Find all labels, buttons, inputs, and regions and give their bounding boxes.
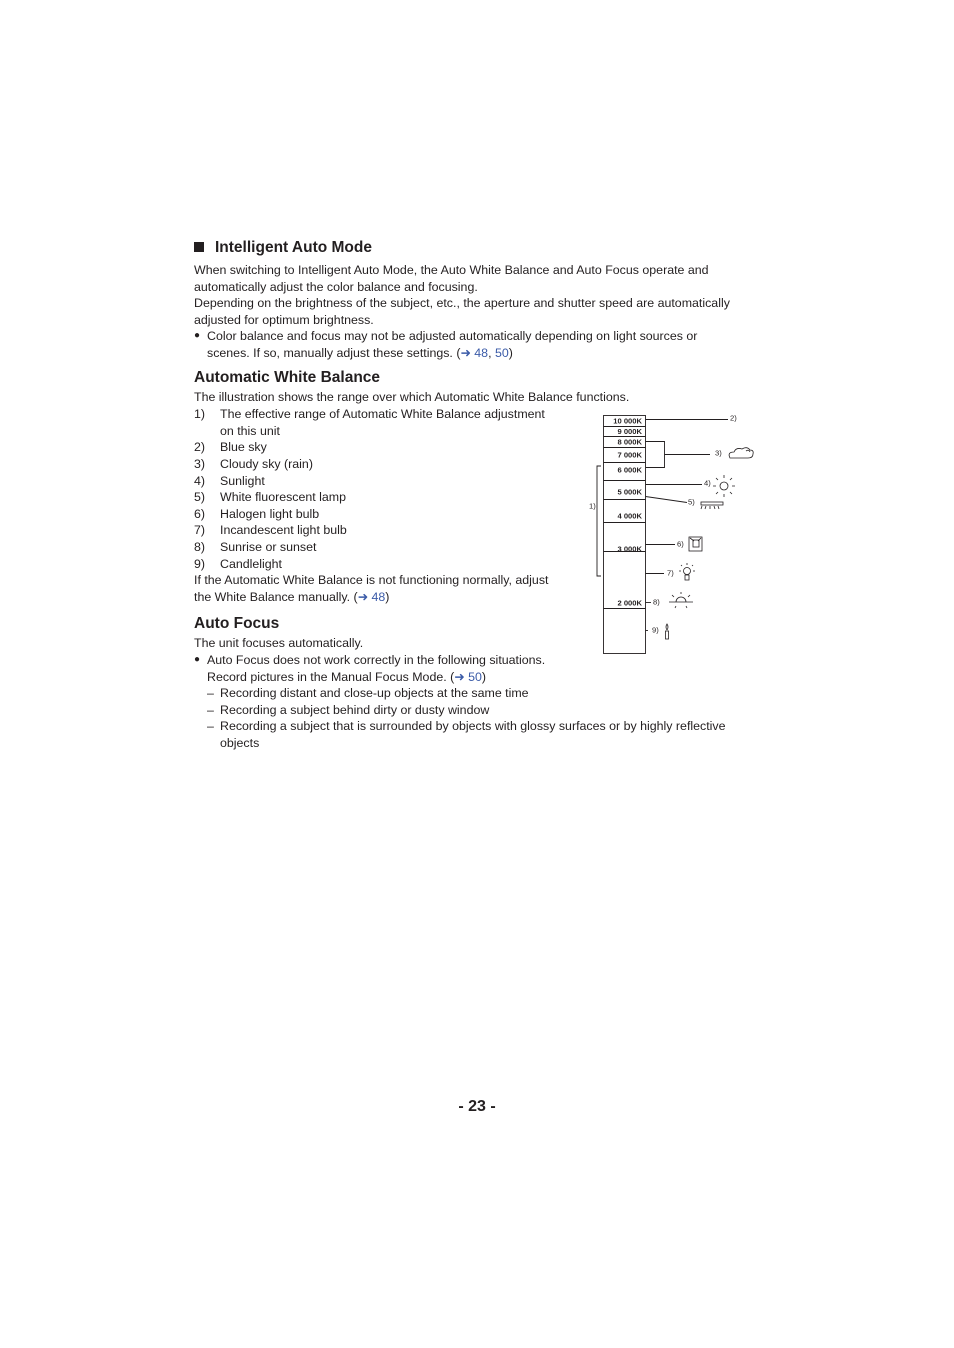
callout-label: 4) [704,478,711,488]
page-link-48[interactable]: ➜ 48 [460,345,489,360]
list-item: 1) The effective range of Automatic White Balance adjustment on this unit [194,407,545,438]
scale-label: 3 000K [617,544,642,554]
bullet-color-balance: ● Color balance and focus may not be adjusted automatically depending on light sources or scenes. If so, manually adjust these settings. (➜ 48, 50) [194,329,698,360]
callout-label: 6) [677,539,684,549]
callout-label: 9) [652,625,659,635]
list-item: – Recording a subject that is surrounded by objects with glossy surfaces or by highly reflective objects [207,719,726,750]
fluorescent-lamp-icon [701,502,723,509]
scale-label: 10 000K [613,416,642,426]
list-item: 9) Candlelight [194,557,282,571]
sunset-icon [669,592,693,608]
heading-intelligent-auto-mode: Intelligent Auto Mode [194,239,372,257]
list-item: 2) Blue sky [194,440,267,454]
page-link-50[interactable]: ➜ 50 [454,669,482,684]
af-intro: The unit focuses automatically. [194,636,364,650]
incandescent-bulb-icon [679,563,695,580]
scale-label: 7 000K [617,450,642,460]
list-item: 7) Incandescent light bulb [194,523,347,537]
scale-label: 6 000K [617,465,642,475]
scale-label: 5 000K [617,487,642,497]
list-item: 5) White fluorescent lamp [194,490,347,504]
scale-label: 8 000K [617,437,642,447]
list-item: 4) Sunlight [194,474,265,488]
list-item: – Recording a subject behind dirty or dusty window [207,703,490,717]
list-item: 8) Sunrise or sunset [194,540,317,554]
page-number: - 23 - [458,1098,496,1115]
sun-icon [713,475,735,497]
awb-intro: The illustration shows the range over which Automatic White Balance functions. [194,390,630,404]
callout-label: 1) [589,501,596,511]
white-balance-diagram [578,408,768,660]
cloud-icon [729,448,753,458]
awb-note: If the Automatic White Balance is not functioning normally, adjust the White Balance manually. (➜ 48) [194,573,549,604]
list-item: 6) Halogen light bulb [194,507,320,521]
callout-label: 8) [653,597,660,607]
heading-automatic-white-balance: Automatic White Balance [194,369,381,386]
list-item: – Recording distant and close-up objects at the same time [207,686,529,700]
bullet-auto-focus: ● Auto Focus does not work correctly in the following situations. Record pictures in the Manual Focus Mode. (➜ 50) [194,653,546,684]
list-item: 3) Cloudy sky (rain) [194,457,313,471]
page-link-48[interactable]: ➜ 48 [357,589,386,604]
scale-label: 2 000K [617,598,642,608]
page-link-50[interactable]: 50 [494,345,509,360]
heading-auto-focus: Auto Focus [194,615,280,632]
square-bullet-icon [194,242,204,252]
callout-label: 2) [730,413,737,423]
callout-label: 5) [688,497,695,507]
scale-label: 9 000K [617,427,642,436]
halogen-bulb-icon [689,537,702,551]
range-bracket [597,466,601,576]
scale-label: 4 000K [617,511,642,521]
paragraph-auto-mode: When switching to Intelligent Auto Mode, the Auto White Balance and Auto Focus operate and automatically adjust the color balance and focusing. Depending on the brightness of the subject, etc., the aperture and shutter speed are automatically adjusted for optimum brightness. [194,263,730,328]
candle-icon [666,624,669,639]
callout-label: 3) [715,448,722,458]
callout-label: 7) [667,568,674,578]
